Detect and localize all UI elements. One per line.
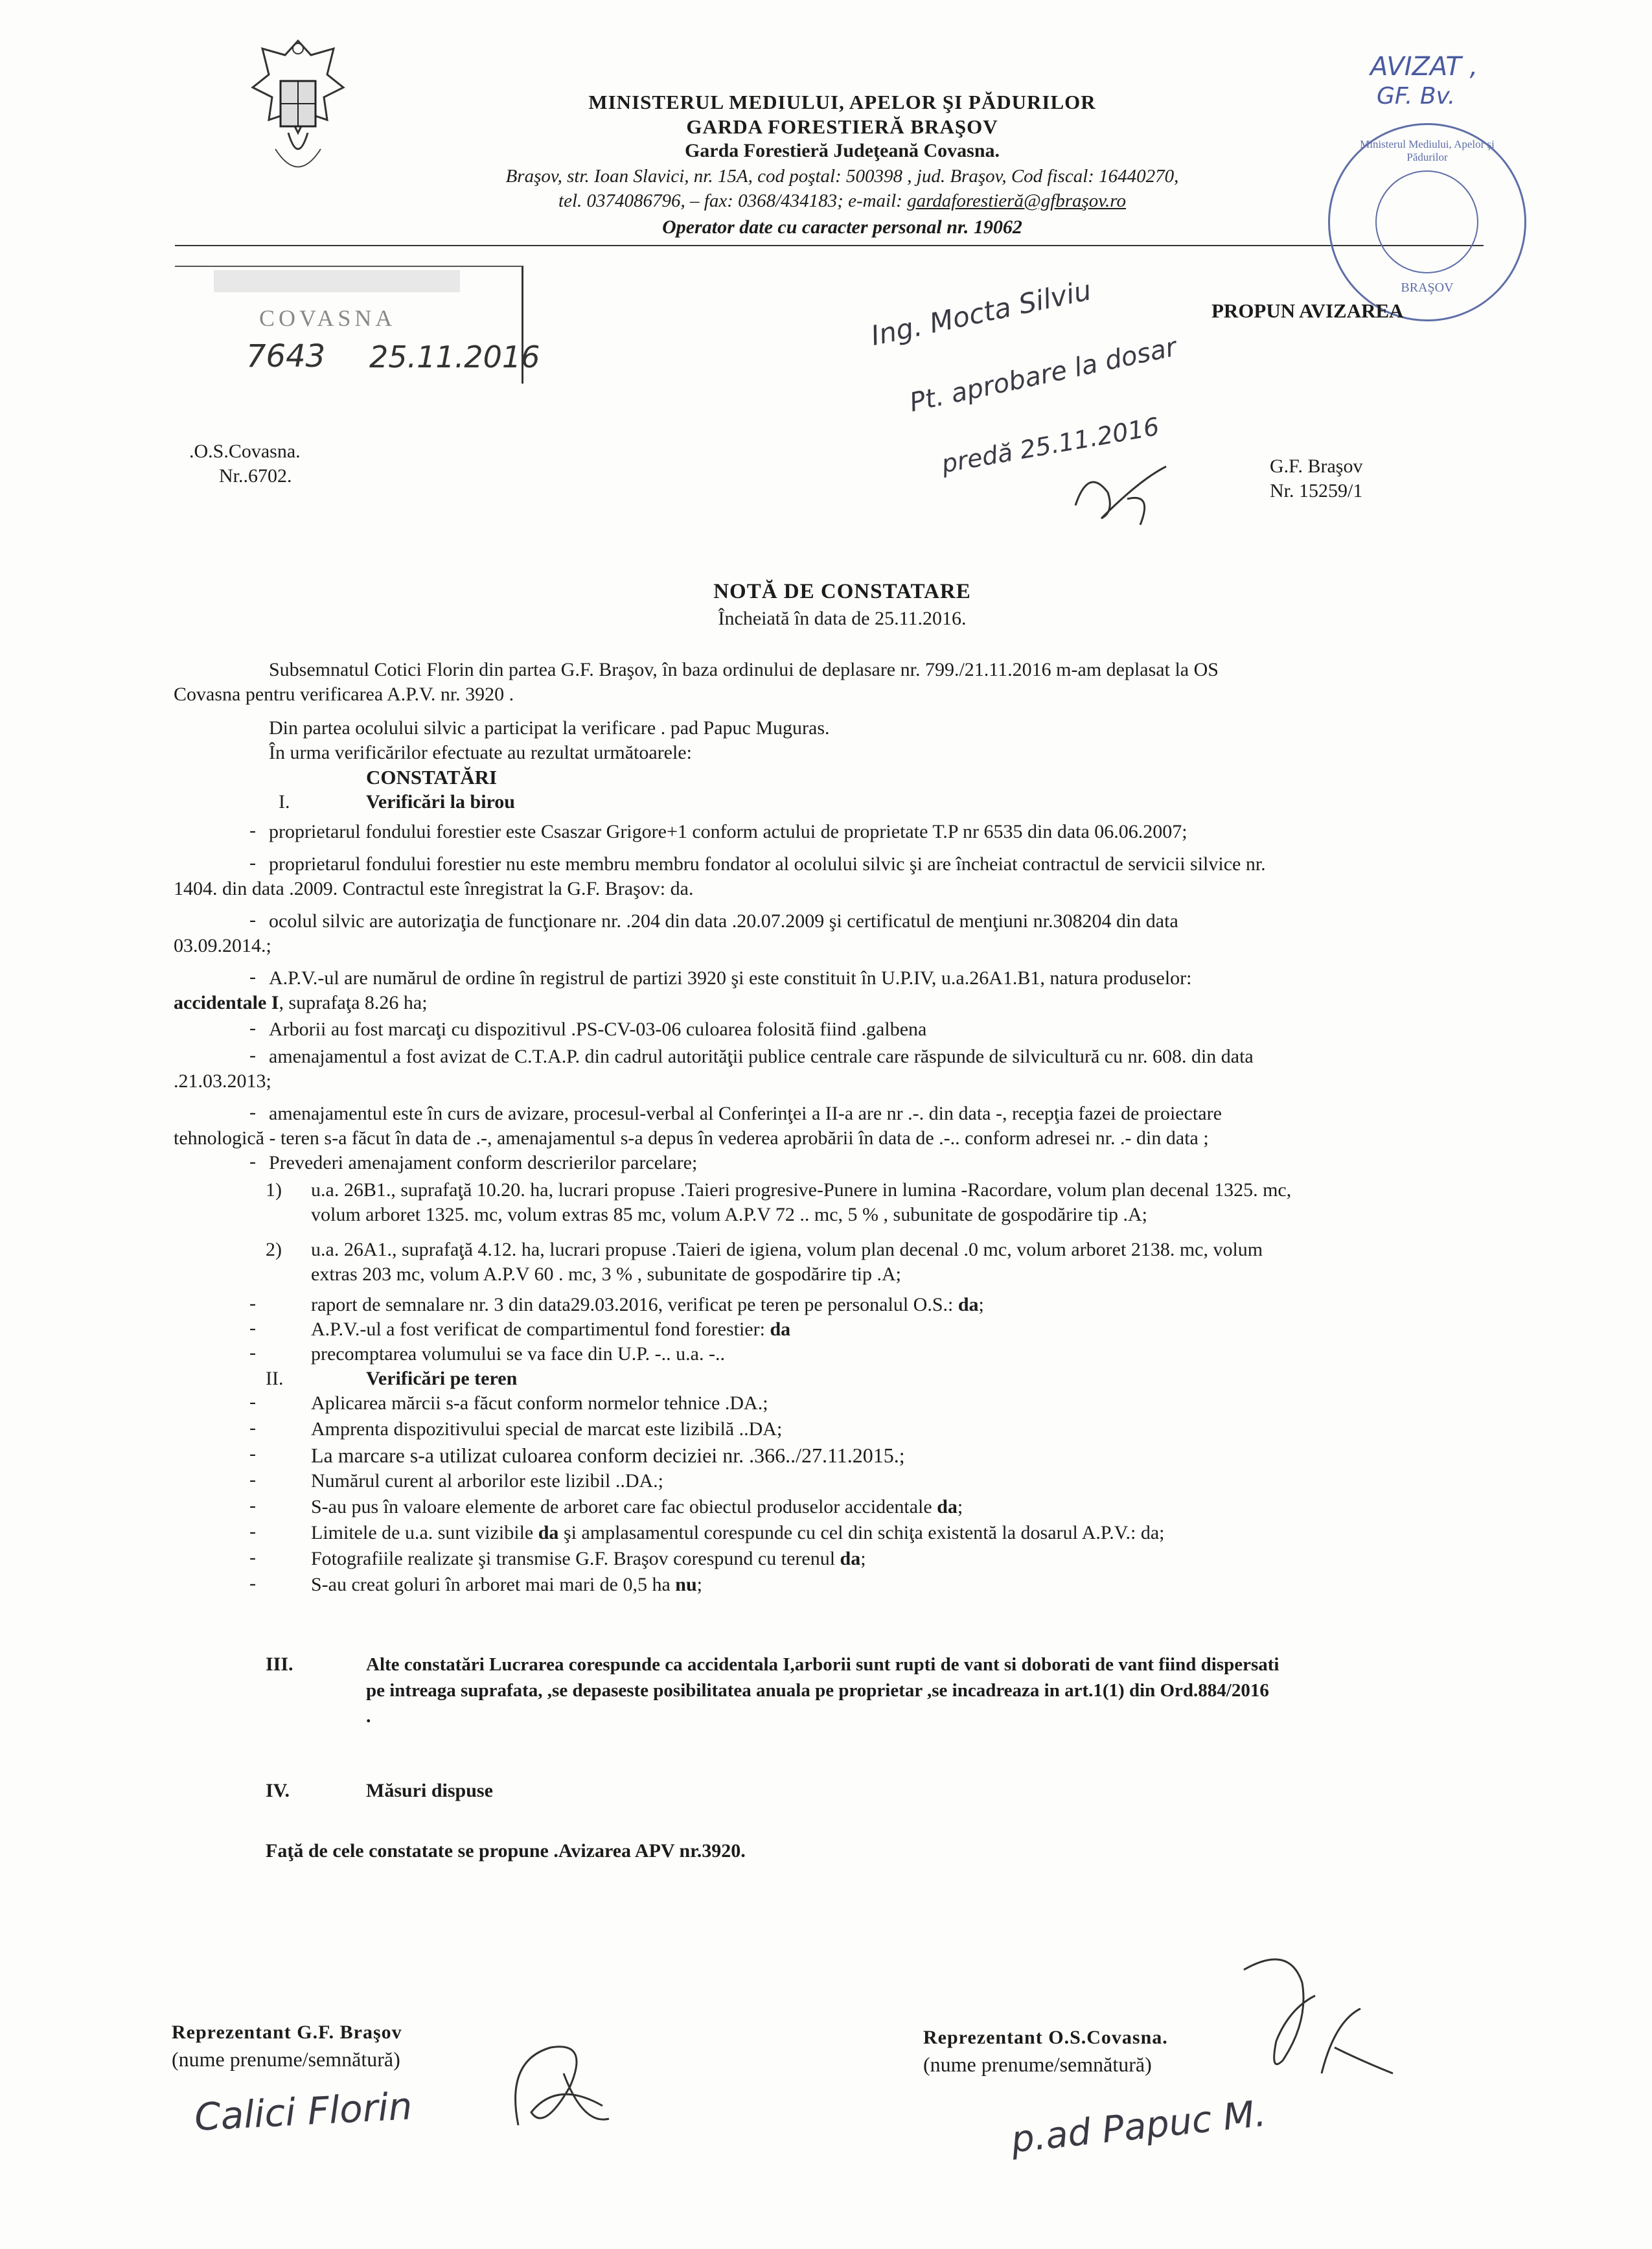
bullet-dash: - xyxy=(249,1044,256,1066)
teren-item-4: Numărul curent al arborilor este lizibil ..DA.; xyxy=(311,1470,663,1492)
bullet-dash: - xyxy=(249,966,256,987)
signature-left-icon xyxy=(492,2035,622,2141)
section2-number: II. xyxy=(266,1368,284,1389)
signature-right-icon xyxy=(1205,1944,1399,2090)
propun-avizarea: PROPUN AVIZAREA xyxy=(1211,299,1404,322)
natura-produselor: accidentale I xyxy=(174,992,279,1013)
teren-7-answer: da xyxy=(840,1548,861,1569)
teren-8-end: ; xyxy=(696,1574,703,1595)
bullet-dash: - xyxy=(249,1443,256,1464)
signature-right-sub: (nume prenume/semnătură) xyxy=(923,2053,1152,2076)
registry-smudge xyxy=(214,270,460,292)
fond-answer: da xyxy=(770,1319,791,1340)
signature-left-sub: (nume prenume/semnătură) xyxy=(172,2047,400,2071)
os-number: Nr..6702. xyxy=(219,465,292,487)
round-seal xyxy=(1328,123,1526,321)
signature-left-handwriting: Calici Florin xyxy=(193,2084,413,2139)
bullet-dash: - xyxy=(249,1101,256,1123)
teren-5-end: ; xyxy=(957,1496,963,1517)
teren-item-2: Amprenta dispozitivului special de marcat este lizibilă ..DA; xyxy=(311,1418,783,1440)
teren-7-text: Fotografiile realizate şi transmise G.F. Braşov corespund cu terenul xyxy=(311,1548,840,1569)
teren-8-answer: nu xyxy=(675,1574,697,1595)
registry-line1: COVASNA xyxy=(259,305,396,331)
teren-7-end: ; xyxy=(860,1548,866,1569)
birou-item-raport xyxy=(311,1293,984,1317)
teren-6-answer: da xyxy=(538,1522,559,1543)
section4-number: IV. xyxy=(266,1780,290,1801)
seal-top-text: Ministerul Mediului, Apelor şi Pădurilor xyxy=(1360,138,1495,163)
gf-number: Nr. 15259/1 xyxy=(1270,480,1363,502)
bullet-dash: - xyxy=(249,1469,256,1490)
constatari-heading: CONSTATĂRI xyxy=(366,766,498,789)
intro-line-3: Din partea ocolului silvic a participat la verificare . pad Papuc Muguras. xyxy=(269,717,830,739)
address-line: Braşov, str. Ioan Slavici, nr. 15A, cod poştal: 500398 , jud. Braşov, Cod fiscal: 16440270, xyxy=(505,166,1179,187)
teren-6-end: şi amplasamentul corespunde cu cel din schiţa existentă la dosarul A.P.V.: da; xyxy=(558,1522,1165,1543)
bullet-dash: - xyxy=(249,1017,256,1039)
suprafata-text: , suprafaţa 8.26 ha; xyxy=(279,992,428,1013)
bullet-dash: - xyxy=(249,820,256,841)
bullet-dash: - xyxy=(249,909,256,930)
birou-item-autorizatie: ocolul silvic are autorizaţia de funcţionare nr. .204 din data .20.07.2009 şi certificatul de menţiuni nr.308204 din data xyxy=(269,910,1178,932)
teren-item-5 xyxy=(311,1495,963,1519)
operator-line: Operator date cu caracter personal nr. 19062 xyxy=(662,216,1022,238)
bullet-dash: - xyxy=(249,1342,256,1363)
fond-text: A.P.V.-ul a fost verificat de compartimentul fond forestier: xyxy=(311,1319,770,1340)
birou-item-autorizatie-cont: 03.09.2014.; xyxy=(174,935,271,956)
intro-line-4: În urma verificărilor efectuate au rezultat următoarele: xyxy=(269,742,692,763)
handwritten-note-line3: predă 25.11.2016 xyxy=(939,411,1162,479)
raport-end: ; xyxy=(978,1294,984,1315)
teren-5-text: S-au pus în valoare elemente de arboret care fac obiectul produselor accidentale xyxy=(311,1496,937,1517)
birou-item-amenajament-cont: .21.03.2013; xyxy=(174,1070,271,1092)
birou-item-prevederi: Prevederi amenajament conform descrierilor parcelare; xyxy=(269,1152,698,1173)
intro-line-1: Subsemnatul Cotici Florin din partea G.F. Braşov, în baza ordinului de deplasare nr. 799./21.11.2016 m-am deplasat la OS xyxy=(269,659,1219,680)
bullet-dash: - xyxy=(249,852,256,873)
intro-line-2: Covasna pentru verificarea A.P.V. nr. 3920 . xyxy=(174,684,514,705)
birou-item-avizare-cont: tehnologică - teren s-a făcut în data de .-, amenajamentul s-a depus în vederea aprobării în data de .-.. conform adresei nr. .- din data ; xyxy=(174,1127,1209,1149)
birou-item-apv-cont xyxy=(174,991,428,1015)
bullet-dash: - xyxy=(249,1391,256,1413)
garda-name: GARDA FORESTIERĂ BRAŞOV xyxy=(686,115,998,138)
teren-6-text: Limitele de u.a. sunt vizibile xyxy=(311,1522,538,1543)
section2-title: Verificări pe teren xyxy=(366,1368,518,1389)
birou-item-contract: proprietarul fondului forestier nu este membru membru fondator al ocolului silvic şi are încheiat contractul de servicii silvice nr. xyxy=(269,853,1266,875)
teren-item-3: La marcare s-a utilizat culoarea conform deciziei nr. .366../27.11.2015.; xyxy=(311,1444,905,1467)
os-name: .O.S.Covasna. xyxy=(189,441,301,462)
signature-right-title: Reprezentant O.S.Covasna. xyxy=(923,2027,1168,2048)
handwritten-note-line1: Ing. Mocta Silviu xyxy=(868,274,1094,352)
registry-date: 25.11.2016 xyxy=(369,340,540,375)
bullet-dash: - xyxy=(249,1293,256,1314)
teren-item-1: Aplicarea mărcii s-a făcut conform normelor tehnice .DA.; xyxy=(311,1392,768,1414)
handwritten-note-line2: Pt. aprobare la dosar xyxy=(907,332,1180,418)
parcel-1-line1: u.a. 26B1., suprafaţă 10.20. ha, lucrari propuse .Taieri progresive-Punere in lumina -Racordare, volum plan decenal 1325. mc, xyxy=(311,1179,1292,1201)
birou-item-contract-cont: 1404. din data .2009. Contractul este înregistrat la G.F. Braşov: da. xyxy=(174,878,694,899)
bullet-dash: - xyxy=(249,1573,256,1594)
bullet-dash: - xyxy=(249,1417,256,1438)
parcel-1-line2: volum arboret 1325. mc, volum extras 85 mc, volum A.P.V 72 .. mc, 5 % , subunitate de gospodărire tip .A; xyxy=(311,1204,1147,1225)
contact-prefix: tel. 0374086796, – fax: 0368/434183; e-mail: xyxy=(558,190,908,211)
birou-item-owner: proprietarul fondului forestier este Csaszar Grigore+1 conform actului de proprietate T.P nr 6535 din data 06.06.2007; xyxy=(269,821,1187,842)
coat-of-arms-icon xyxy=(249,36,347,185)
raport-text: raport de semnalare nr. 3 din data29.03.2016, verificat pe teren pe personalul O.S.: xyxy=(311,1294,958,1315)
garda-judeteana: Garda Forestieră Judeţeană Covasna. xyxy=(684,140,1000,161)
raport-answer: da xyxy=(958,1294,979,1315)
gf-name: G.F. Braşov xyxy=(1270,456,1363,477)
avizat-sub: GF. Bv. xyxy=(1377,83,1456,110)
round-seal-inner xyxy=(1375,170,1478,273)
handwritten-initials-icon xyxy=(1062,454,1179,535)
conclusion: Faţă de cele constatate se propune .Avizarea APV nr.3920. xyxy=(266,1840,746,1862)
bullet-dash: - xyxy=(249,1151,256,1172)
teren-5-answer: da xyxy=(937,1496,958,1517)
email-link[interactable]: gardaforestieră@gfbraşov.ro xyxy=(907,190,1126,211)
section4-title: Măsuri dispuse xyxy=(366,1780,493,1801)
section3-line3: . xyxy=(366,1705,371,1727)
teren-8-text: S-au creat goluri în arboret mai mari de 0,5 ha xyxy=(311,1574,676,1595)
section1-title: Verificări la birou xyxy=(366,791,515,813)
birou-item-amenajament: amenajamentul a fost avizat de C.T.A.P. din cadrul autorităţii publice centrale care răspunde de silvicultură cu nr. 608. din data xyxy=(269,1046,1254,1067)
teren-item-7 xyxy=(311,1547,866,1571)
birou-item-apv: A.P.V.-ul are numărul de ordine în registrul de partizi 3920 şi este constituit în U.P.IV, u.a.26A1.B1, natura produselor: xyxy=(269,967,1192,989)
birou-item-fond xyxy=(311,1317,790,1342)
registry-number: 7643 xyxy=(246,338,326,375)
bullet-dash: - xyxy=(249,1495,256,1516)
page-title: NOTĂ DE CONSTATARE xyxy=(713,580,971,603)
section1-number: I. xyxy=(279,791,290,813)
birou-item-avizare: amenajamentul este în curs de avizare, procesul-verbal al Conferinţei a II-a are nr .-. din data -, recepţia fazei de proiectare xyxy=(269,1103,1222,1124)
ministry-name: MINISTERUL MEDIULUI, APELOR ŞI PĂDURILOR xyxy=(588,91,1096,113)
bullet-dash: - xyxy=(249,1521,256,1542)
page-subtitle: Încheiată în data de 25.11.2016. xyxy=(718,608,967,629)
teren-item-6 xyxy=(311,1521,1165,1545)
parcel-2-number: 2) xyxy=(266,1239,282,1260)
section3-line2: pe intreaga suprafata, ,se depaseste posibilitatea anuala pe proprietar ,se incadreaza in art.1(1) din Ord.884/2016 xyxy=(366,1680,1269,1701)
birou-item-marcare: Arborii au fost marcaţi cu dispozitivul .PS-CV-03-06 culoarea folosită fiind .galbena xyxy=(269,1019,927,1040)
avizat-stamp: AVIZAT , xyxy=(1370,52,1478,82)
signature-left-title: Reprezentant G.F. Braşov xyxy=(172,2022,402,2043)
contact-line xyxy=(389,190,1296,212)
bullet-dash: - xyxy=(249,1547,256,1568)
parcel-2-line2: extras 203 mc, volum A.P.V 60 . mc, 3 % , subunitate de gospodărire tip .A; xyxy=(311,1263,902,1285)
parcel-1-number: 1) xyxy=(266,1179,282,1201)
parcel-2-line1: u.a. 26A1., suprafaţă 4.12. ha, lucrari propuse .Taieri de igiena, volum plan decenal .0 mc, volum arboret 2138. mc, volum xyxy=(311,1239,1263,1260)
header-divider xyxy=(175,245,1484,246)
teren-item-8 xyxy=(311,1573,702,1597)
bullet-dash: - xyxy=(249,1317,256,1339)
registry-stamp xyxy=(175,266,540,384)
section3-number: III. xyxy=(266,1654,293,1675)
section3-line1: Alte constatări Lucrarea corespunde ca accidentala I,arborii sunt rupti de vant si doborati de vant fiind dispersati xyxy=(366,1654,1279,1675)
signature-right-handwriting: p.ad Papuc M. xyxy=(1009,2092,1268,2162)
seal-bottom-text: BRAŞOV xyxy=(1401,281,1454,295)
birou-item-precomptare: precomptarea volumului se va face din U.P. -.. u.a. -.. xyxy=(311,1343,725,1365)
